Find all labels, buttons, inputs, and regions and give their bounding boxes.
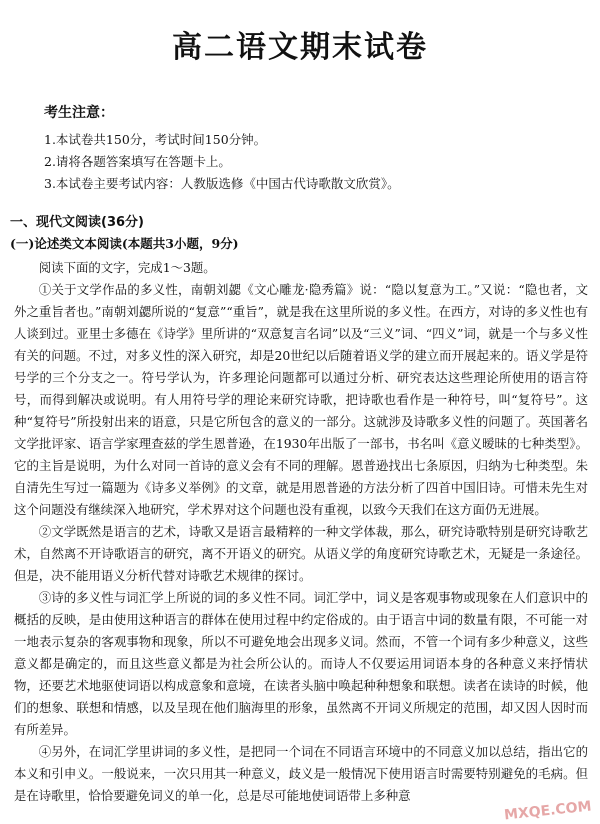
notice-list: [44, 129, 400, 195]
reading-passage: [14, 257, 588, 807]
subsection-heading: (一)论述类文本阅读(本题共3小题，9分): [10, 236, 239, 251]
notice-item: 1.本试卷共150分，考试时间150分钟。: [44, 132, 267, 147]
section-heading: 一、现代文阅读(36分): [10, 215, 144, 230]
site-watermark: MXQE.COM: [503, 798, 593, 824]
passage-paragraph-4: ④另外，在词汇学里讲词的多义性，是把同一个词在不同语言环境中的不同意义加以总结，指出它的本义和引申义。一般说来，一次只用其一种意义，歧义是一般情况下使用语言时需要特别避免的毛病。但是在诗歌里，恰恰要避免词义的单一化，总是尽可能地使词语带上多种意: [14, 744, 588, 803]
passage-paragraph-3: ③诗的多义性与词汇学上所说的词的多义性不同。词汇学中，词义是客观事物或现象在人们意识中的概括的反映，是由使用这种语言的群体在使用过程中约定俗成的。由于语言中词的数量有限，不可能一对一地表示复杂的客观事物和现象，所以不可避免地会出现多义词。然而，不管一个词有多少种意义，这些意义都是确定的，而且这些意义都是为社会所公认的。而诗人不仅要运用词语本身的各种意义来抒情状物，还要艺术地驱使词语以构成意象和意境，在读者头脑中唤起种种想象和联想。读者在读诗的时候，他们的想象、联想和情感，以及呈现在他们脑海里的形象，虽然离不开词义所规定的范围，却又因人因时而有所差异。: [14, 590, 588, 737]
passage-paragraph-2: ②文学既然是语言的艺术，诗歌又是语言最精粹的一种文学体裁，那么，研究诗歌特别是研究诗歌艺术，自然离不开诗歌语言的研究，离不开语义的研究。从语义学的角度研究诗歌艺术，无疑是一条途径。但是，决不能用语义分析代替对诗歌艺术规律的探讨。: [14, 524, 588, 583]
notice-item: 2.请将各题答案填写在答题卡上。: [44, 154, 231, 169]
passage-paragraph-1: ①关于文学作品的多义性，南朝刘勰《文心雕龙·隐秀篇》说：“隐以复意为工。”又说：“隐也者，文外之重旨者也。”南朝刘勰所说的“复意”“重旨”，就是我在这里所说的多义性。在西方，对诗的多义性也有人谈到过。亚里士多德在《诗学》里所讲的“双意复言名词”以及“三义”词、“四义”词，就是一个与多义性有关的问题。不过，对多义性的深入研究，却是20世纪以后随着语义学的建立而开展起来的。语义学是符号学的三个分支之一。符号学认为，许多理论问题都可以通过分析、研究表达这些理论所使用的语言符号，而得到解决或说明。有人用符号学的理论来研究诗歌，把诗歌也看作是一种符号，叫“复符号”。这种“复符号”所投射出来的语意，只是它所包含的意义的一部分。这就涉及诗歌多义性的问题了。英国著名文学批评家、语言学家理查兹的学生恩普逊，在1930年出版了一部书，书名叫《意义暧昧的七种类型》。它的主旨是说明，为什么对同一首诗的意义会有不同的理解。恩普逊找出七条原因，归纳为七种类型。朱自清先生写过一篇题为《诗多义举例》的文章，就是用恩普逊的方法分析了四首中国旧诗。可惜未先生对这个问题没有继续深入地研究，学术界对这个问题也没有重视，以致今天我们在这方面仍无进展。: [14, 282, 588, 517]
notice-heading: 考生注意：: [44, 105, 114, 121]
exam-title: 高二语文期末试卷: [172, 30, 428, 65]
instruction-paragraph: 阅读下面的文字，完成1～3题。: [38, 260, 216, 275]
notice-item: 3.本试卷主要考试内容：人教版选修《中国古代诗歌散文欣赏》。: [44, 176, 400, 191]
